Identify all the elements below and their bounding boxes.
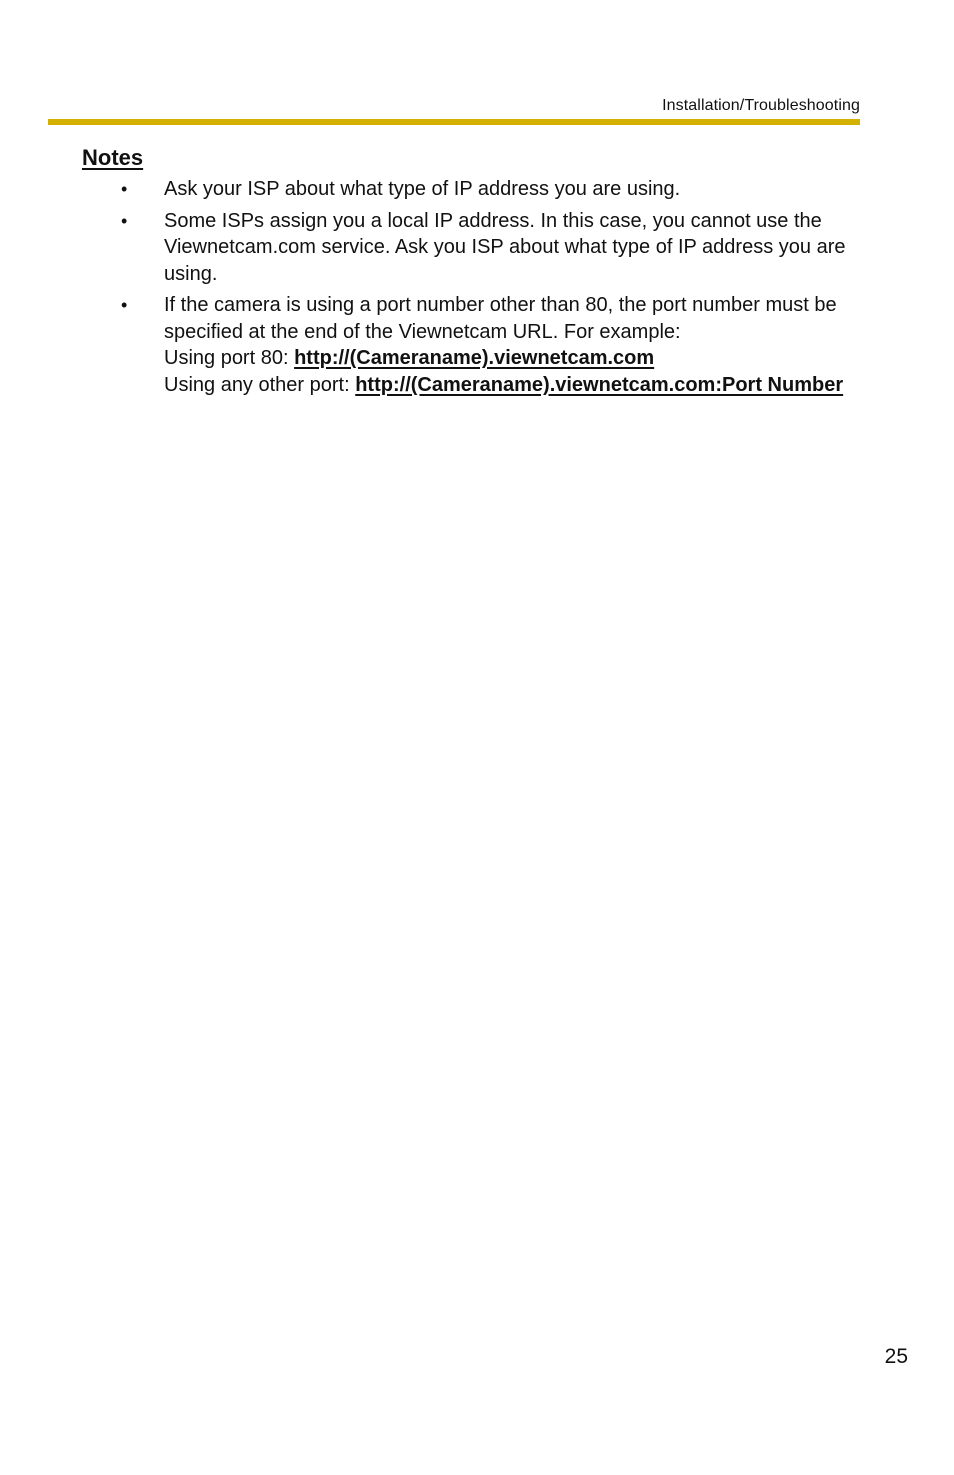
example-other-port-label: Using any other port:	[164, 373, 356, 396]
note-text: Some ISPs assign you a local IP address. In this case, you cannot use the Viewnetcam.com service. Ask you ISP about what type of IP address you are using.	[164, 209, 846, 285]
notes-section	[82, 142, 862, 403]
page-number: 25	[884, 1345, 908, 1368]
example-port80-label: Using port 80:	[164, 347, 295, 369]
note-text: Ask your ISP about what type of IP address you are using.	[164, 178, 681, 200]
example-other-port-url: http://(Cameraname).viewnetcam.com:Port Number	[355, 373, 844, 396]
bullet-icon: •	[121, 295, 128, 315]
list-item	[82, 208, 862, 288]
example-port80-url: http://(Cameraname).viewnetcam.com	[294, 347, 655, 369]
running-header: Installation/Troubleshooting	[662, 97, 860, 114]
list-item	[82, 292, 862, 398]
header-rule	[48, 119, 860, 125]
list-item	[82, 176, 862, 203]
note-text: If the camera is using a port number other than 80, the port number must be specified at the end of the Viewnetcam URL. For example:	[164, 294, 837, 343]
bullet-icon: •	[121, 210, 128, 231]
notes-list	[82, 176, 862, 398]
bullet-icon: •	[121, 179, 128, 199]
section-title: Notes	[82, 145, 144, 170]
